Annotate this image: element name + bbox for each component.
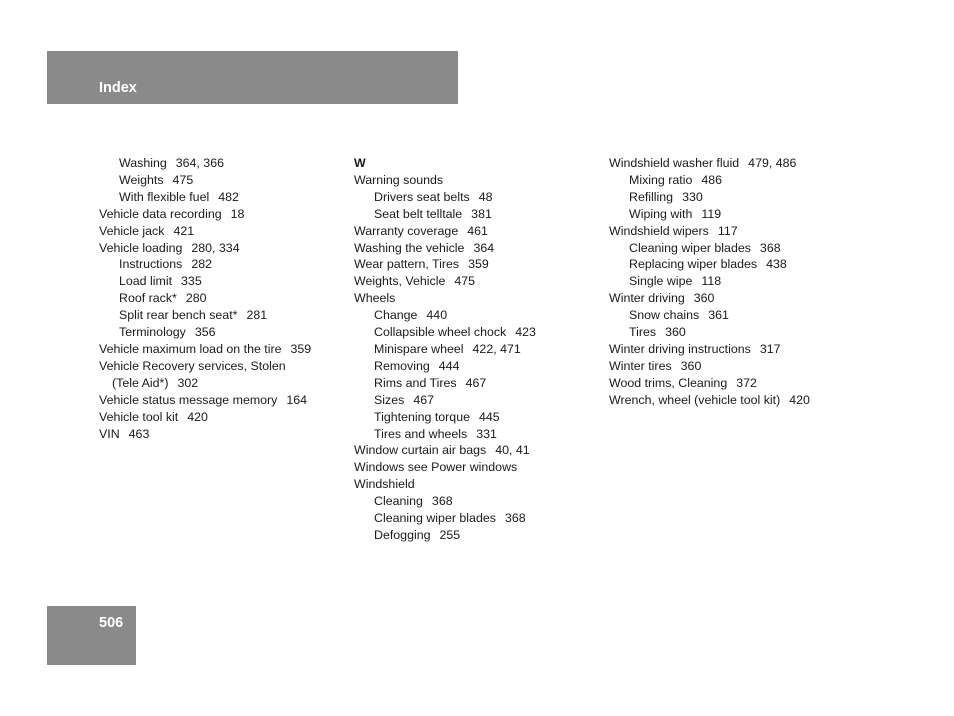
entry-term: Cleaning wiper blades: [374, 511, 496, 526]
index-entry: [99, 240, 349, 257]
entry-term: Split rear bench seat*: [119, 308, 238, 323]
entry-page-ref[interactable]: 423: [515, 325, 536, 340]
index-entry: [99, 223, 349, 240]
entry-term: Load limit: [119, 274, 173, 289]
entry-page-ref[interactable]: 330: [682, 189, 703, 204]
entry-term: Weights: [119, 172, 164, 187]
entry-page-ref[interactable]: 48: [478, 189, 493, 204]
entry-term: Weights, Vehicle: [354, 274, 446, 289]
index-entry: [354, 172, 604, 189]
entry-page-ref[interactable]: 475: [454, 274, 476, 289]
index-entry: [99, 375, 349, 392]
entry-page-ref[interactable]: 445: [478, 409, 500, 424]
index-entry: [99, 358, 349, 375]
entry-page-ref[interactable]: 117: [717, 223, 738, 238]
entry-page-ref[interactable]: 467: [465, 375, 487, 390]
entry-page-ref[interactable]: 421: [173, 223, 195, 238]
entry-term: Windshield: [354, 477, 415, 492]
entry-page-ref[interactable]: 475: [172, 172, 194, 187]
entry-page-ref[interactable]: 335: [181, 274, 202, 289]
index-entry: [609, 256, 859, 273]
entry-page-ref[interactable]: 422, 471: [472, 341, 521, 356]
entry-page-ref[interactable]: 317: [759, 341, 781, 356]
entry-term: Winter driving: [609, 291, 685, 306]
index-entry: [99, 273, 349, 290]
entry-term: Single wipe: [629, 274, 693, 289]
index-entry: [354, 476, 604, 493]
entry-term: Tires and wheels: [374, 426, 468, 441]
index-entry: [609, 375, 859, 392]
entry-term: Snow chains: [629, 308, 700, 323]
index-entry: [609, 206, 859, 223]
entry-page-ref[interactable]: 359: [290, 341, 312, 356]
entry-page-ref[interactable]: 281: [246, 308, 268, 323]
index-entry: [99, 426, 349, 443]
index-entry: [609, 324, 859, 341]
entry-page-ref[interactable]: 359: [468, 257, 489, 272]
entry-term: VIN: [99, 426, 120, 441]
entry-term: Roof rack*: [119, 291, 177, 306]
entry-page-ref[interactable]: 368: [504, 511, 526, 526]
entry-term: Windshield wipers: [609, 223, 709, 238]
entry-term: Window curtain air bags: [354, 443, 487, 458]
entry-term: Defogging: [374, 527, 431, 542]
entry-term: Drivers seat belts: [374, 189, 470, 204]
entry-term: Change: [374, 308, 418, 323]
entry-term: Collapsible wheel chock: [374, 325, 507, 340]
index-entry: [354, 426, 604, 443]
entry-term: Warning sounds: [354, 172, 444, 187]
entry-term: Minispare wheel: [374, 341, 464, 356]
index-entry: [354, 493, 604, 510]
entry-term: W: [354, 156, 366, 170]
entry-term: Refilling: [629, 189, 674, 204]
index-entry: [99, 324, 349, 341]
entry-term: Wear pattern, Tires: [354, 257, 460, 272]
entry-term: Windshield washer fluid: [609, 156, 740, 170]
index-entry: [99, 256, 349, 273]
entry-term: Removing: [374, 358, 430, 373]
entry-term: Cleaning wiper blades: [629, 240, 751, 255]
entry-term: Sizes: [374, 392, 405, 407]
entry-page-ref[interactable]: 360: [665, 325, 686, 340]
index-entry: [609, 223, 859, 240]
entry-term: Winter tires: [609, 358, 672, 373]
entry-page-ref[interactable]: 364: [473, 240, 495, 255]
entry-term: Warranty coverage: [354, 223, 459, 238]
entry-term: Replacing wiper blades: [629, 257, 758, 272]
entry-page-ref[interactable]: 486: [701, 172, 723, 187]
index-entry: [99, 290, 349, 307]
entry-term: Rims and Tires: [374, 375, 457, 390]
entry-page-ref[interactable]: 463: [128, 426, 150, 441]
entry-term: Mixing ratio: [629, 172, 693, 187]
index-entry: [354, 375, 604, 392]
header-bar: [47, 51, 458, 104]
entry-term: Vehicle maximum load on the tire: [99, 341, 282, 356]
entry-page-ref[interactable]: 368: [759, 240, 781, 255]
entry-term: Wood trims, Cleaning: [609, 375, 728, 390]
index-entry: [99, 392, 349, 409]
index-entry: [609, 189, 859, 206]
index-entry: [609, 240, 859, 257]
index-entry: [99, 307, 349, 324]
entry-term: Tires: [629, 325, 657, 340]
entry-term: Cleaning: [374, 494, 423, 509]
entry-page-ref[interactable]: 440: [426, 308, 448, 323]
entry-term: Wheels: [354, 291, 396, 306]
entry-page-ref[interactable]: 119: [701, 206, 722, 221]
entry-page-ref[interactable]: 360: [680, 358, 702, 373]
index-entry: [354, 240, 604, 257]
index-entry: [609, 307, 859, 324]
entry-page-ref[interactable]: 461: [467, 223, 488, 238]
entry-page-ref[interactable]: 361: [708, 308, 729, 323]
entry-page-ref[interactable]: 381: [471, 206, 492, 221]
entry-term: Vehicle Recovery services, Stolen: [99, 358, 286, 373]
entry-page-ref[interactable]: 164: [286, 392, 308, 407]
index-entry: [354, 442, 604, 459]
index-entry: [99, 341, 349, 358]
entry-page-ref[interactable]: 467: [413, 392, 434, 407]
entry-page-ref[interactable]: 420: [789, 392, 810, 407]
index-entry: [354, 273, 604, 290]
index-entry: [354, 223, 604, 240]
entry-page-ref[interactable]: 118: [701, 274, 722, 289]
entry-term: Terminology: [119, 325, 186, 340]
index-entry: [609, 172, 859, 189]
index-entry: [354, 290, 604, 307]
index-entry: [354, 206, 604, 223]
index-column-1: [99, 155, 349, 442]
entry-term: Tightening torque: [374, 409, 470, 424]
entry-page-ref[interactable]: 280: [185, 291, 207, 306]
entry-page-ref[interactable]: 420: [187, 409, 208, 424]
index-entry: [609, 341, 859, 358]
index-entry: [354, 459, 604, 476]
index-entry: [354, 307, 604, 324]
index-entry: [354, 392, 604, 409]
index-entry: [99, 189, 349, 206]
entry-term: Vehicle status message memory: [99, 392, 278, 407]
index-column-3: [609, 155, 859, 409]
entry-page-ref[interactable]: 368: [431, 494, 453, 509]
index-entry: [609, 273, 859, 290]
page-title: Index: [99, 80, 137, 96]
entry-page-ref[interactable]: 18: [230, 206, 245, 221]
index-entry: [609, 392, 859, 409]
entry-term: Instructions: [119, 257, 183, 272]
entry-term: Winter driving instructions: [609, 341, 751, 356]
entry-page-ref[interactable]: 282: [191, 257, 213, 272]
entry-page-ref[interactable]: 255: [439, 527, 461, 542]
entry-page-ref[interactable]: 302: [177, 375, 199, 390]
entry-term: Vehicle tool kit: [99, 409, 179, 424]
entry-page-ref[interactable]: 479, 486: [748, 156, 797, 170]
index-entry: [99, 155, 349, 172]
index-entry: [609, 358, 859, 375]
index-entry: [99, 172, 349, 189]
index-entry: [609, 290, 859, 307]
entry-term: Washing the vehicle: [354, 240, 465, 255]
index-entry: [354, 510, 604, 527]
index-letter-heading: [354, 155, 604, 172]
index-entry: [354, 324, 604, 341]
entry-term: With flexible fuel: [119, 189, 210, 204]
entry-term: Windows see Power windows: [354, 460, 518, 475]
entry-page-ref[interactable]: 280, 334: [191, 240, 240, 255]
entry-term: Wiping with: [629, 206, 693, 221]
entry-page-ref[interactable]: 482: [218, 189, 239, 204]
entry-page-ref[interactable]: 438: [766, 257, 787, 272]
entry-term: Washing: [119, 156, 167, 170]
index-entry: [354, 527, 604, 544]
index-entry: [99, 409, 349, 426]
entry-term: Vehicle data recording: [99, 206, 222, 221]
entry-term: Vehicle jack: [99, 223, 165, 238]
entry-page-ref[interactable]: 40, 41: [495, 443, 530, 458]
index-entry: [354, 256, 604, 273]
entry-page-ref[interactable]: 356: [194, 325, 216, 340]
index-entry: [354, 341, 604, 358]
page-number: 506: [99, 615, 124, 631]
entry-term: Seat belt telltale: [374, 206, 463, 221]
entry-page-ref[interactable]: 360: [693, 291, 715, 306]
entry-page-ref[interactable]: 372: [736, 375, 757, 390]
entry-term: Wrench, wheel (vehicle tool kit): [609, 392, 781, 407]
entry-term: Vehicle loading: [99, 240, 183, 255]
index-entry: [354, 189, 604, 206]
index-entry: [354, 409, 604, 426]
entry-term: (Tele Aid*): [112, 375, 169, 390]
index-entry: [354, 358, 604, 375]
index-entry: [99, 206, 349, 223]
index-entry: [609, 155, 859, 172]
entry-page-ref[interactable]: 364, 366: [175, 156, 224, 170]
index-column-2: [354, 155, 604, 544]
entry-page-ref[interactable]: 331: [476, 426, 497, 441]
entry-page-ref[interactable]: 444: [438, 358, 460, 373]
